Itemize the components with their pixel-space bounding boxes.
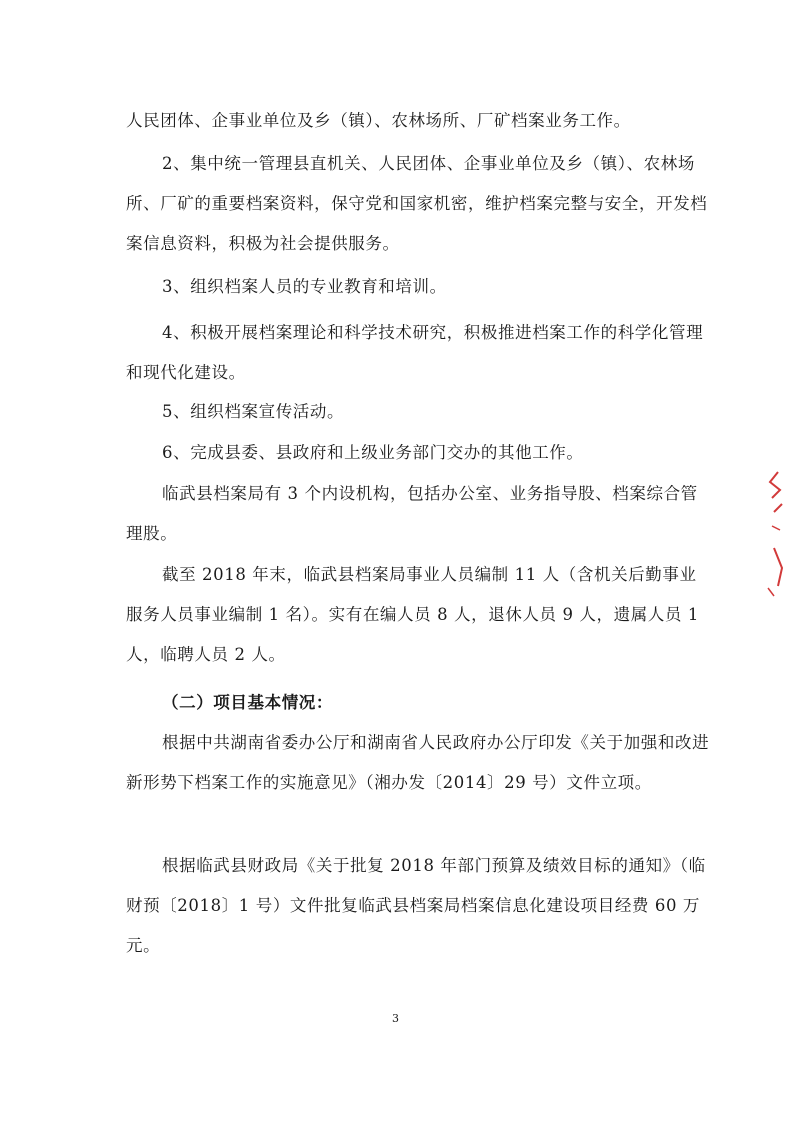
paragraph-item-2: 2、集中统一管理县直机关、人民团体、企事业单位及乡（镇）、农林场所、厂矿的重要档案资料，保守党和国家机密，维护档案完整与安全，开发档案信息资料，积极为社会提供服务。	[126, 154, 708, 253]
paragraph-staffing: 截至 2018 年末，临武县档案局事业人员编制 11 人（含机关后勤事业服务人员事业编制 1 名）。实有在编人员 8 人，退休人员 9 人，遗属人员 1 人，临聘人员 2 人。	[126, 565, 699, 664]
seal-stamp-fragment	[764, 468, 786, 602]
paragraph-project-basis-2: 根据临武县财政局《关于批复 2018 年部门预算及绩效目标的通知》（临财预〔2018〕1 号）文件批复临武县档案局档案信息化建设项目经费 60 万元。	[126, 856, 706, 955]
paragraph-project-basis-1: 根据中共湖南省委办公厅和湖南省人民政府办公厅印发《关于加强和改进新形势下档案工作的实施意见》（湘办发〔2014〕29 号）文件立项。	[126, 733, 710, 792]
paragraph-item-4: 4、积极开展档案理论和科学技术研究，积极推进档案工作的科学化管理和现代化建设。	[126, 323, 704, 382]
page-number: 3	[392, 1012, 399, 1025]
paragraph-item-6: 6、完成县委、县政府和上级业务部门交办的其他工作。	[162, 443, 584, 462]
paragraph-continuation: 人民团体、企事业单位及乡（镇）、农林场所、厂矿档案业务工作。	[126, 111, 631, 130]
section-heading: （二）项目基本情况：	[162, 693, 333, 712]
paragraph-item-5: 5、组织档案宣传活动。	[162, 402, 345, 421]
paragraph-item-3: 3、组织档案人员的专业教育和培训。	[162, 277, 447, 296]
paragraph-departments: 临武县档案局有 3 个内设机构，包括办公室、业务指导股、档案综合管理股。	[126, 484, 698, 543]
